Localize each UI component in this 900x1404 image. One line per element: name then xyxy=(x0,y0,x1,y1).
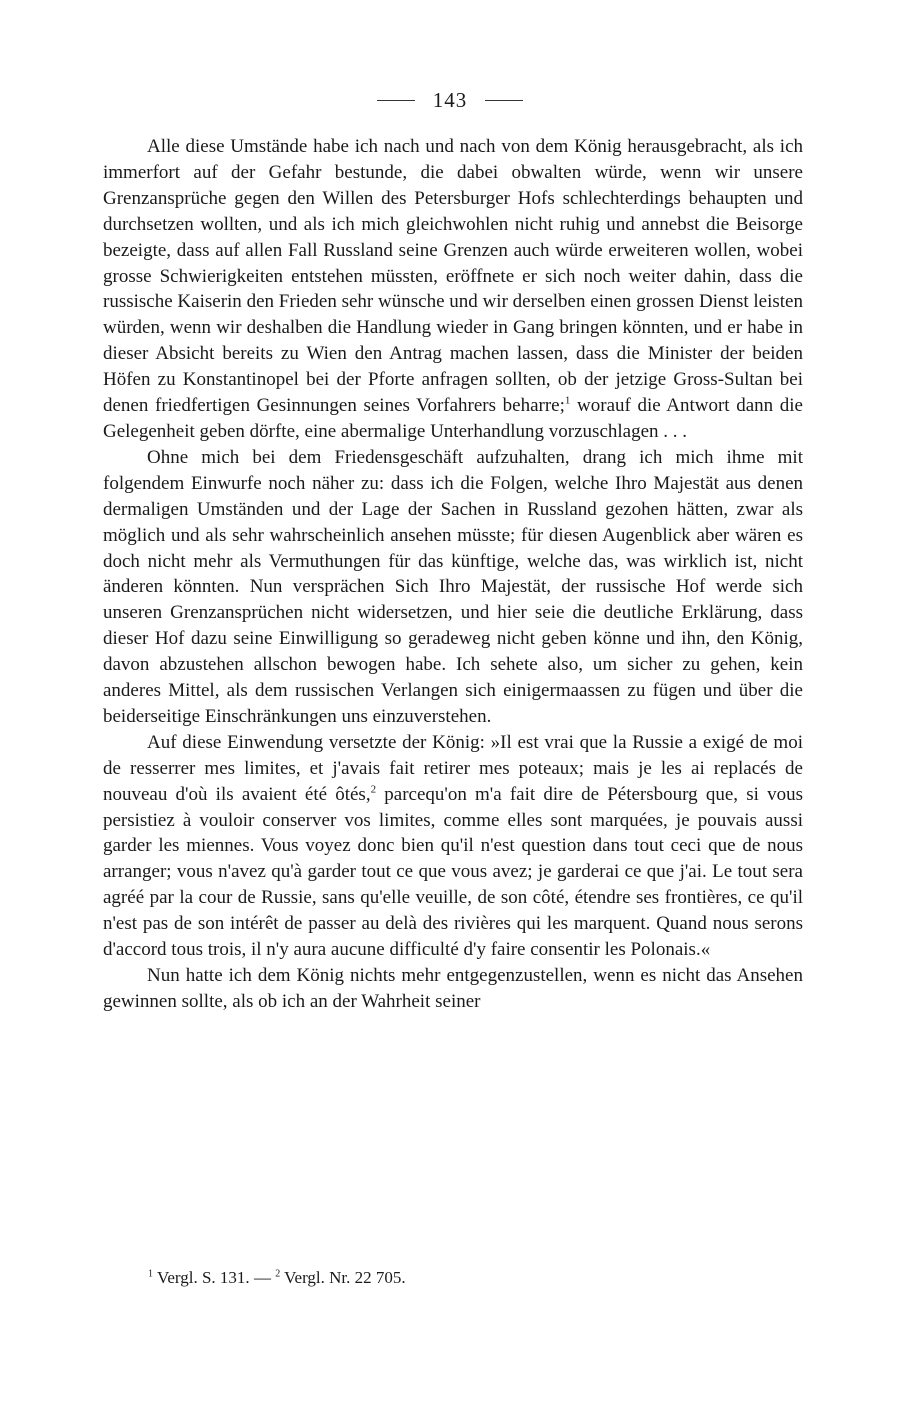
page-header xyxy=(0,88,900,113)
paragraph-text: Alle diese Umstände habe ich nach und nach von dem König herausgebracht, als ich immerfort auf der Gefahr bestunde, die dabei obwalten würde, wenn wir unsere Grenzansprüche gegen den Willen des Petersburger Hofs schlechterdings behaupten und durchsetzen wollten, und als ich mich gleichwohlen nicht ruhig und annebst die Beisorge bezeigte, dass auf allen Fall Russland seine Grenzen auch würde erweiteren wollen, wobei grosse Schwierigkeiten entstehen müssten, eröffnete er sich noch weiter dahin, dass die russische Kaiserin den Frieden sehr wünsche und wir derselben einen grossen Dienst leisten würden, wenn wir deshalben die Handlung wieder in Gang bringen könnten, und er habe in dieser Absicht bereits zu Wien den Antrag machen lassen, dass die Minister der beiden Höfen zu Konstantinopel bei der Pforte anfragen sollten, ob der jetzige Gross-Sultan bei denen friedfertigen Gesinnungen seines Vorfahrers beharre; xyxy=(103,136,803,417)
paragraph-text-tail: worauf die Antwort dann die Gelegenheit geben dörfte, eine abermalige Unterhandlung vorzuschlagen . . . xyxy=(103,395,803,442)
footnote-separator: — xyxy=(253,1268,271,1287)
paragraph-text: Nun hatte ich dem König nichts mehr entgegenzustellen, wenn es nicht das Ansehen gewinnen sollte, als ob ich an der Wahrheit seiner xyxy=(103,965,803,1012)
paragraph-text: Ohne mich bei dem Friedensgeschäft aufzuhalten, drang ich mich ihme mit folgendem Einwurfe noch näher zu: dass ich die Folgen, welche Ihro Majestät aus denen dermaligen Umständen und der Lage der Sachen in Russland gezohen hätten, zwar als möglich und als sehr wahrscheinlich ansehen müsste; für diesen Augenblick aber wären es doch nicht mehr als Vermuthungen für das künftige, welche das, was wirklich ist, nicht änderen könnten. Nun versprächen Sich Ihro Majestät, der russische Hof werde sich unseren Grenzansprüchen nicht widersetzen, und hier seie die deutliche Erklärung, dass dieser Hof dazu seine Einwilligung so geradeweg nicht geben könne und ihn, den König, davon abzustehen allschon bewogen habe. Ich sehete also, um sicher zu gehen, kein anderes Mittel, als dem russischen Verlangen sich einigermaassen zu fügen und über die beiderseitige Einschränkungen uns einzuverstehen. xyxy=(103,446,803,727)
footnote-mark-1: 1 xyxy=(148,1268,153,1280)
paragraph-1 xyxy=(103,134,803,445)
paragraph-text: Auf diese Einwendung versetzte der König: »Il est vrai que la Russie a exigé de moi de resserrer mes limites, et j'avais fait retirer mes poteaux; mais je les ai replacés de nouveau d'où ils avaient été ôtés, xyxy=(103,731,803,805)
body-text xyxy=(103,134,803,1015)
paragraph-4 xyxy=(103,963,803,1015)
header-rule-right xyxy=(485,100,523,101)
footnotes xyxy=(148,1267,768,1289)
footnote-ref-2: 2 xyxy=(370,783,377,796)
footnote-1: Vergl. S. 131. xyxy=(156,1268,250,1287)
footnote-2: Vergl. Nr. 22 705. xyxy=(284,1268,406,1287)
paragraph-2 xyxy=(103,445,803,730)
page-number: 143 xyxy=(432,88,468,112)
paragraph-text-tail: parcequ'on m'a fait dire de Pétersbourg que, si vous persistiez à vouloir conserver vos limites, comme elles sont marquées, je pouvais aussi garder les miennes. Vous voyez donc bien qu'il n'est question dans tout ceci que de nous arranger; vous n'avez qu'à garder tout ce que vous avez; je garderai ce que j'ai. Le tout sera agréé par la cour de Russie, sans qu'elle veuille, de son côté, étendre ses frontières, ce qu'il n'est pas de son intérêt de passer au delà des rivières qui les marquent. Quand nous serons d'accord tous trois, il n'y aura aucune difficulté d'y faire consentir les Polonais.« xyxy=(103,783,803,961)
footnote-mark-2: 2 xyxy=(275,1268,281,1280)
footnote-ref-1: 1 xyxy=(564,394,571,407)
paragraph-3 xyxy=(103,730,803,963)
header-rule-left xyxy=(377,100,415,101)
